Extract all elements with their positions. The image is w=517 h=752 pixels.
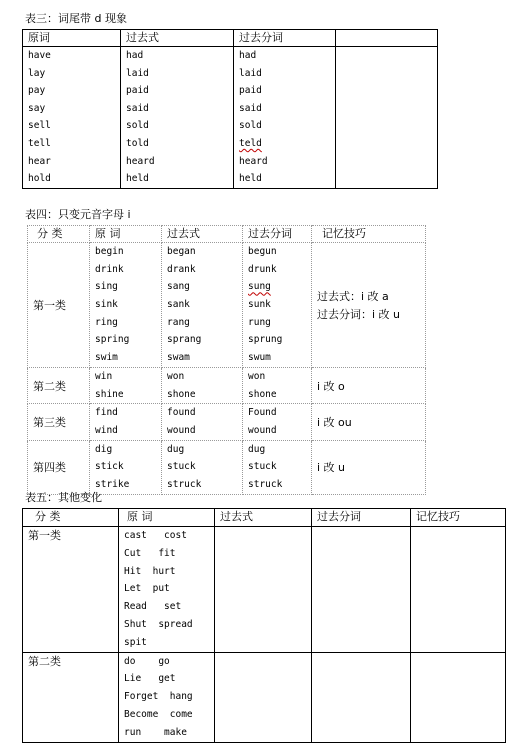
word: wound	[248, 425, 277, 437]
word: wind	[95, 425, 118, 437]
word: dug	[167, 443, 185, 455]
table3-past-column	[121, 47, 234, 189]
table5-words-1	[119, 527, 215, 653]
word-pair: spit	[124, 636, 147, 648]
table4-header-row	[28, 226, 426, 243]
word: shone	[167, 388, 196, 400]
word	[239, 135, 335, 153]
word-pair: Read set	[124, 601, 182, 613]
table4-header-tip: 记忆技巧	[312, 226, 426, 243]
word: dig	[95, 443, 113, 455]
word: laid	[126, 67, 149, 79]
table5-header-pp: 过去分词	[312, 509, 411, 527]
table4-past-3	[162, 404, 243, 440]
table4	[27, 225, 426, 495]
table3-header-pp: 过去分词	[234, 30, 336, 47]
table4-past-2	[162, 368, 243, 404]
table4-tip-4: i 改 u	[312, 440, 426, 494]
table4-tip-1	[312, 243, 426, 368]
table4-title: 表四：只变元音字母 i	[25, 208, 131, 221]
table5-header-row	[23, 509, 506, 527]
table5-header-tip: 记忆技巧	[411, 509, 506, 527]
table4-category-2: 第二类	[28, 368, 90, 404]
table3	[22, 29, 438, 189]
table4-header-pp: 过去分词	[243, 226, 312, 243]
word: began	[167, 246, 196, 257]
word: paid	[239, 85, 262, 97]
word: begin	[95, 246, 124, 257]
table4-base-3	[90, 404, 162, 440]
table4-row-4	[28, 440, 426, 494]
word: sprung	[248, 334, 283, 346]
table5-category-1: 第一类	[23, 527, 119, 653]
word: shone	[248, 388, 277, 400]
word: held	[126, 173, 149, 185]
table4-category-1: 第一类	[28, 243, 90, 368]
table5	[22, 508, 506, 743]
word: said	[126, 102, 149, 114]
table4-tip-2: i 改 o	[312, 368, 426, 404]
word: drank	[167, 263, 196, 275]
word-pair: Let put	[124, 583, 170, 595]
word: sprang	[167, 334, 202, 346]
word: win	[95, 371, 113, 382]
table3-extra-column	[336, 47, 438, 189]
word: shine	[95, 388, 124, 400]
word	[248, 278, 311, 296]
word: swum	[248, 352, 271, 364]
word: had	[239, 50, 257, 61]
table4-past-1	[162, 243, 243, 368]
word: sink	[95, 299, 118, 311]
word: say	[28, 102, 46, 114]
table3-base-column	[23, 47, 121, 189]
table4-category-3: 第三类	[28, 404, 90, 440]
word: stick	[95, 461, 124, 473]
table5-past-2	[215, 652, 312, 742]
word-pair: cast cost	[124, 530, 187, 541]
word: won	[248, 371, 266, 382]
table5-title: 表五：其他变化	[25, 491, 102, 504]
table4-pp-4	[243, 440, 312, 494]
table4-base-4	[90, 440, 162, 494]
word: dug	[248, 443, 266, 455]
table5-row-1	[23, 527, 506, 653]
spellcheck-underlined-word: teld	[239, 137, 262, 149]
word: sunk	[248, 299, 271, 311]
table4-header-category: 分 类	[28, 226, 90, 243]
word-pair: Cut fit	[124, 547, 176, 559]
table4-pp-1	[243, 243, 312, 368]
word-pair: Forget hang	[124, 691, 193, 703]
table5-header-past: 过去式	[215, 509, 312, 527]
table4-past-4	[162, 440, 243, 494]
table4-category-4: 第四类	[28, 440, 90, 494]
word: sang	[167, 281, 190, 293]
table4-row-3	[28, 404, 426, 440]
word: struck	[167, 479, 202, 491]
word-pair: Become come	[124, 708, 193, 720]
word: begun	[248, 246, 277, 257]
word: sold	[239, 120, 262, 132]
table5-tip-2	[411, 652, 506, 742]
word: drink	[95, 263, 124, 275]
table4-pp-2	[243, 368, 312, 404]
table5-pp-1	[312, 527, 411, 653]
table4-tip-3: i 改 ou	[312, 404, 426, 440]
word: heard	[126, 155, 155, 167]
word: had	[126, 50, 144, 61]
word-pair: Shut spread	[124, 618, 193, 630]
table5-header-base: 原 词	[119, 509, 215, 527]
word: find	[95, 407, 118, 419]
word: stuck	[248, 461, 277, 473]
tip-line: 过去分词：i 改 u	[317, 307, 401, 321]
table4-base-2	[90, 368, 162, 404]
word: lay	[28, 67, 46, 79]
table3-header-base: 原词	[23, 30, 121, 47]
table4-header-past: 过去式	[162, 226, 243, 243]
table5-category-2: 第二类	[23, 652, 119, 742]
word-pair: Lie get	[124, 673, 176, 685]
word: tell	[28, 137, 51, 149]
table5-row-2	[23, 652, 506, 742]
word: said	[239, 102, 262, 114]
word: found	[167, 407, 196, 419]
word: held	[239, 173, 262, 185]
table3-header-row	[23, 30, 438, 47]
word: drunk	[248, 263, 277, 275]
word: heard	[239, 155, 268, 167]
word: sing	[95, 281, 118, 293]
word-pair: Hit hurt	[124, 565, 176, 577]
word: rung	[248, 316, 271, 328]
word: sell	[28, 120, 51, 132]
word: have	[28, 50, 51, 61]
word: Found	[248, 407, 277, 419]
word-pair: do go	[124, 655, 170, 667]
word: won	[167, 371, 185, 382]
spellcheck-underlined-word: sung	[248, 281, 271, 293]
table3-pp-column	[234, 47, 336, 189]
word: paid	[126, 85, 149, 97]
table4-row-1	[28, 243, 426, 368]
table3-header-extra	[336, 30, 438, 47]
table4-base-1	[90, 243, 162, 368]
word: hold	[28, 173, 51, 185]
table5-tip-1	[411, 527, 506, 653]
table5-pp-2	[312, 652, 411, 742]
word: ring	[95, 316, 118, 328]
word: rang	[167, 316, 190, 328]
table5-header-category: 分 类	[23, 509, 119, 527]
table3-title: 表三：词尾带 d 现象	[25, 12, 127, 25]
word: told	[126, 137, 149, 149]
word: hear	[28, 155, 51, 167]
word: spring	[95, 334, 130, 346]
table3-body-row	[23, 47, 438, 189]
tip-line: 过去式：i 改 a	[317, 289, 389, 303]
word: pay	[28, 85, 46, 97]
word: stuck	[167, 461, 196, 473]
word: sold	[126, 120, 149, 132]
word: struck	[248, 479, 283, 491]
word: laid	[239, 67, 262, 79]
word-pair: run make	[124, 726, 187, 738]
word: strike	[95, 479, 130, 491]
table5-words-2	[119, 652, 215, 742]
table5-past-1	[215, 527, 312, 653]
table4-pp-3	[243, 404, 312, 440]
word: wound	[167, 425, 196, 437]
word: swim	[95, 352, 118, 364]
table4-header-base: 原 词	[90, 226, 162, 243]
word: swam	[167, 352, 190, 364]
word: sank	[167, 299, 190, 311]
table4-row-2	[28, 368, 426, 404]
table3-header-past: 过去式	[121, 30, 234, 47]
